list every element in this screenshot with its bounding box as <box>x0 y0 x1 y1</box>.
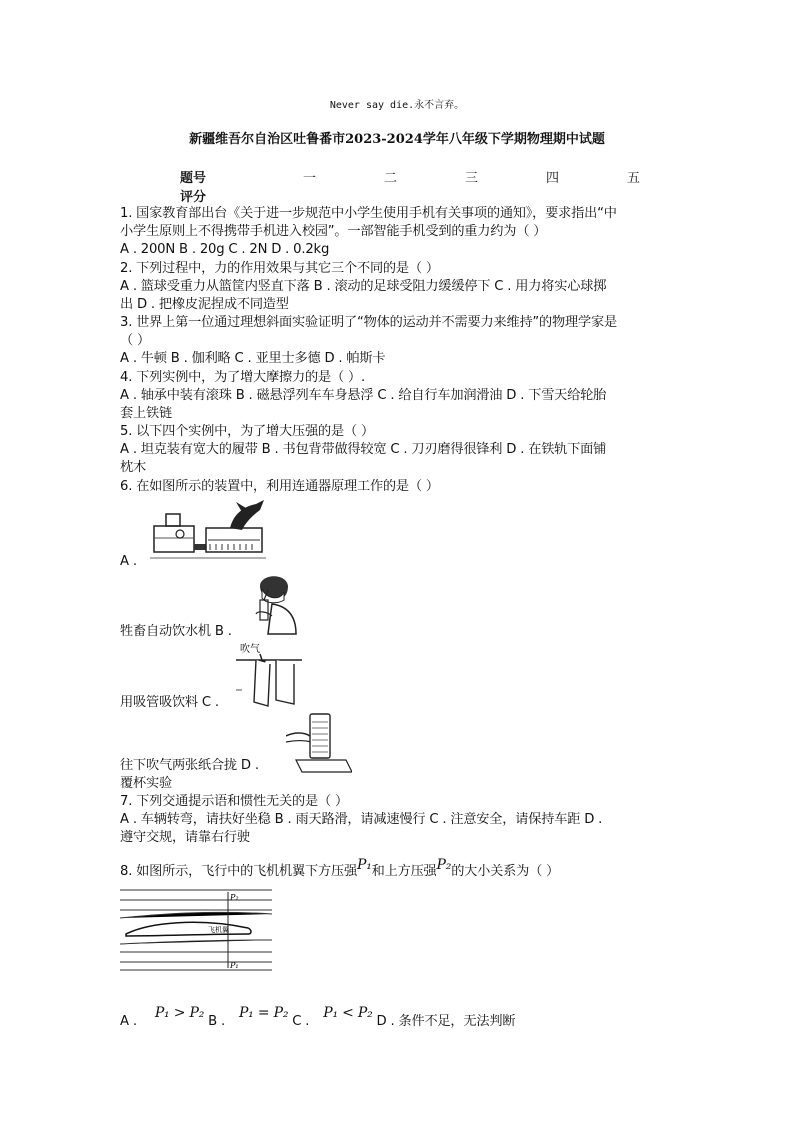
q8-option-a-prefix: A . <box>120 1014 137 1029</box>
q8-stem-part-1: 8. 如图所示，飞行中的飞机机翼下方压强 <box>120 864 357 879</box>
q8-stem-part-2: 和上方压强 <box>371 864 437 879</box>
q7-stem: 7. 下列交通提示语和惯性无关的是（ ） <box>120 794 348 809</box>
header-motto: Never say die.永不言弃。 <box>329 100 465 111</box>
q8-stem <box>120 856 559 881</box>
q7-options-line-2: 遵守交规，请靠右行驶 <box>120 830 250 845</box>
q6-option-a-prefix: A . <box>120 554 137 569</box>
q1-stem-line-2: 小学生原则上不得携带手机进入校园”。一部智能手机受到的重力约为（ ） <box>120 224 547 239</box>
score-col-1: 一 <box>303 171 317 186</box>
q8-option-b-prefix: B . <box>208 1014 225 1029</box>
figure-wing-label: 飞机翼 <box>208 926 229 934</box>
q8-p2: P₂ <box>436 857 452 873</box>
figure-drinking-straw <box>246 570 298 636</box>
q1-stem-line-1: 1. 国家教育部出台《关于进一步规范中小学生使用手机有关事项的通知》，要求指出“中 <box>120 206 617 221</box>
score-row-label: 题号 <box>180 171 207 186</box>
q5-options-line-2: 枕木 <box>120 460 146 475</box>
score-row-label: 评分 <box>180 190 207 205</box>
q5-stem: 5. 以下四个实例中，为了增大压强的是（ ） <box>120 424 374 439</box>
q2-options-line-1: A . 篮球受重力从篮筐内竖直下落 B . 滚动的足球受阻力缓缓停下 C . 用力将实心球掷 <box>120 279 607 294</box>
score-col-4: 四 <box>546 171 560 186</box>
q2-options-line-2: 出 D . 把橡皮泥捏成不同造型 <box>120 297 289 312</box>
q8-option-c-prefix: C . <box>292 1014 310 1029</box>
q8-option-d: D . 条件不足，无法判断 <box>376 1014 516 1029</box>
q6-option-a-label: 牲畜自动饮水机 B . <box>120 624 232 639</box>
q6-option-b-label: 用吸管吸饮料 C . <box>120 695 219 710</box>
q4-stem: 4. 下列实例中，为了增大摩擦力的是（ ）. <box>120 370 365 385</box>
q6-stem: 6. 在如图所示的装置中，利用连通器原理工作的是（ ） <box>120 479 439 494</box>
figure-airfoil <box>120 888 272 972</box>
q8-option-b-math: P₁ = P₂ <box>238 1005 289 1021</box>
document-title: 新疆维吾尔自治区吐鲁番市2023-2024学年八年级下学期物理期中试题 <box>189 132 605 147</box>
figure-inverted-cup <box>286 710 352 774</box>
figure-water-trough <box>146 498 270 564</box>
q8-stem-part-3: 的大小关系为（ ） <box>451 864 560 879</box>
q6-option-c-label: 往下吹气两张纸合拢 D . <box>120 758 259 773</box>
figure-blowing-papers <box>236 640 302 708</box>
q4-options-line-2: 套上铁链 <box>120 406 172 421</box>
q3-options: A . 牛顿 B . 伽利略 C . 亚里士多德 D . 帕斯卡 <box>120 351 386 366</box>
q5-options-line-1: A . 坦克装有宽大的履带 B . 书包背带做得较宽 C . 刀刃磨得很锋利 D . 在铁轨下面铺 <box>120 442 607 457</box>
figure-p2-label: P₂ <box>230 893 239 902</box>
q8-option-c-math: P₁ < P₂ <box>323 1005 373 1021</box>
q2-stem: 2. 下列过程中，力的作用效果与其它三个不同的是（ ） <box>120 261 439 276</box>
score-col-2: 二 <box>384 171 398 186</box>
q8-p1: P₁ <box>356 857 372 873</box>
q1-options: A . 200N B . 20g C . 2N D . 0.2kg <box>120 242 330 257</box>
q6-option-d-label: 覆杯实验 <box>120 776 172 791</box>
q8-option-a-math: P₁ > P₂ <box>154 1005 205 1021</box>
figure-p1-label: P₁ <box>230 961 239 970</box>
score-col-3: 三 <box>465 171 479 186</box>
q3-stem-line-1: 3. 世界上第一位通过理想斜面实验证明了“物体的运动并不需要力来维持”的物理学家是 <box>120 315 617 330</box>
q4-options-line-1: A . 轴承中装有滚珠 B . 磁悬浮列车车身悬浮 C . 给自行车加润滑油 D . 下雪天给轮胎 <box>120 388 607 403</box>
q8-options <box>120 1004 515 1031</box>
q3-stem-line-2: （ ） <box>120 333 150 348</box>
figure-c-label: 吹气 <box>240 644 260 655</box>
score-col-5: 五 <box>627 171 641 186</box>
q7-options-line-1: A . 车辆转弯，请扶好坐稳 B . 雨天路滑，请减速慢行 C . 注意安全，请保持车距 D . <box>120 812 603 827</box>
